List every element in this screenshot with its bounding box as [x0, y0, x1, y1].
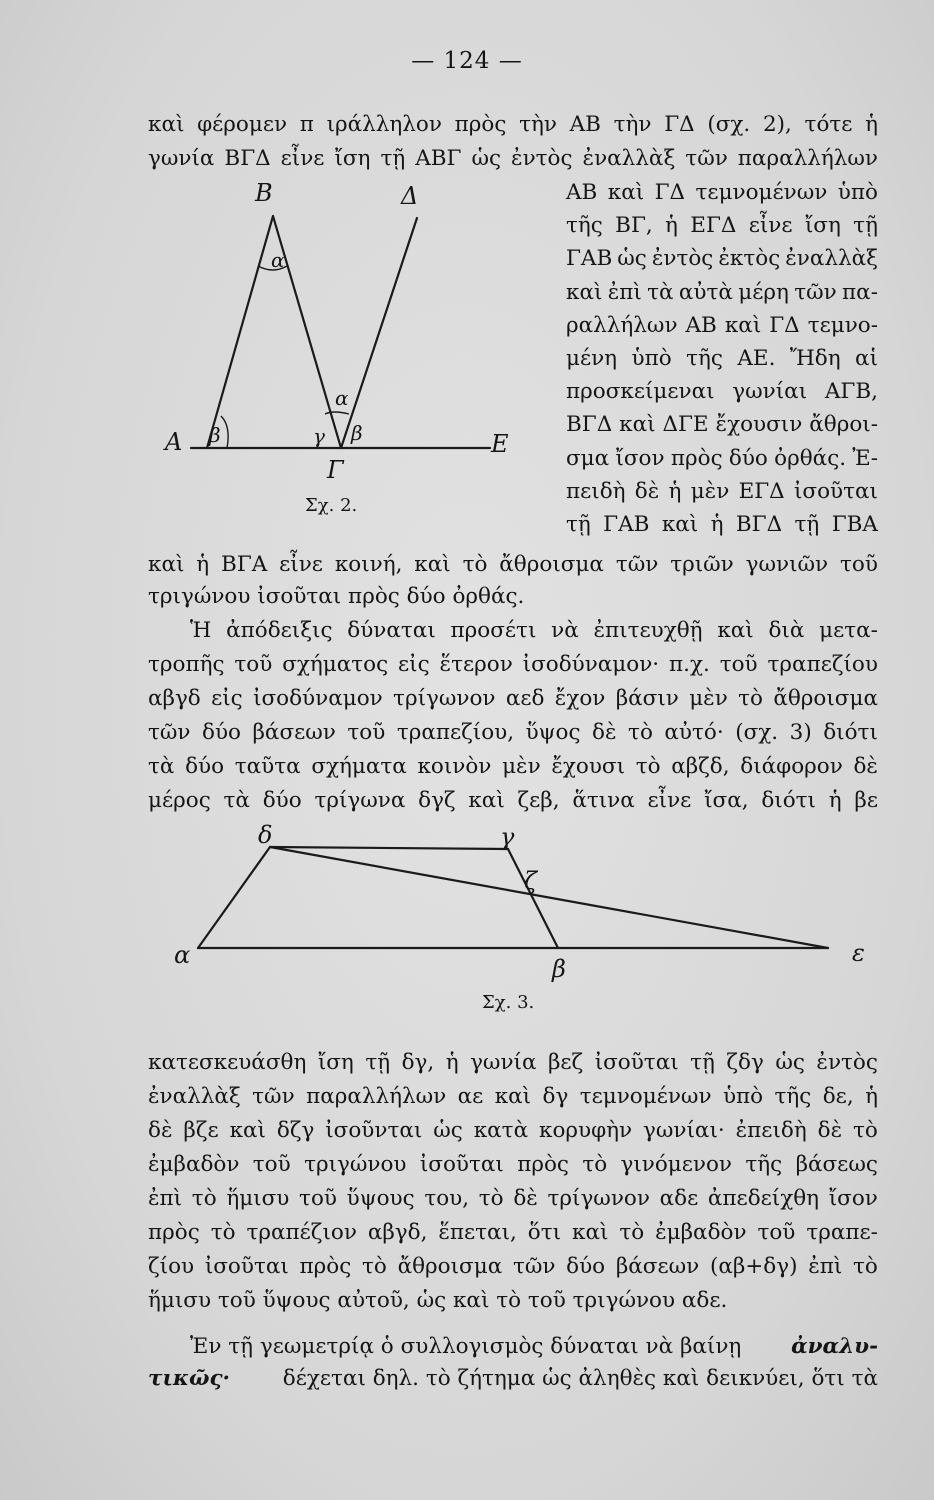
para3-line: κατεσκευάσθη ἴση τῇ δγ, ἡ γωνία βεζ ἰσοῦται τῇ ζδγ ὡς ἐντὸς — [148, 1050, 878, 1075]
para2-line: αβγδ εἰς ἰσοδύναμον τρίγωνον αεδ ἔχον βάσιν μὲν τὸ ἄθροισμα — [148, 686, 878, 711]
figure-2 — [165, 178, 545, 528]
lines-right-line: ραλλήλων ΑΒ καὶ ΓΔ τεμνο- — [566, 312, 878, 338]
label-gamma: γ — [500, 823, 515, 851]
para2-line: τροπῆς τοῦ σχήματος εἰς ἕτερον ἰσοδύναμον· π.χ. τοῦ τραπεζίου — [148, 652, 878, 677]
label-D: Δ — [401, 182, 419, 210]
para3-line: ἐπὶ τὸ ἥμισυ τοῦ ὕψους του, τὸ δὲ τρίγωνον αδε ἀπεδείχθη ἴσον — [148, 1186, 878, 1211]
lines-right-line: ΓΑΒ ὡς ἐντὸς ἐκτὸς ἐναλλὰξ — [566, 246, 878, 272]
label-E: Ε — [491, 430, 509, 458]
para4-bold-analytikos-1: ἀναλυ- — [791, 1334, 878, 1359]
figure-3-caption: Σχ. 3. — [482, 992, 535, 1013]
lines-right-line: καὶ ἐπὶ τὰ αὐτὰ μέρη τῶν πα- — [566, 279, 878, 305]
label-alpha: α — [174, 941, 191, 969]
para2-line: μέρος τὰ δύο τρίγωνα δγζ καὶ ζεβ, ἅτινα εἶνε ἴσα, διότι ἡ βε — [148, 788, 878, 813]
para4-last-text: δέχεται δηλ. τὸ ζήτημα ὡς ἀληθὲς καὶ δεικνύει, ὅτι τὰ — [282, 1366, 878, 1391]
para4-line-2 — [148, 1364, 878, 1394]
para2-line: τὰ δύο ταῦτα σχήματα κοινὸν μὲν ἔχουσι τὸ αβζδ, διάφορον δὲ — [148, 754, 878, 779]
para3-line: πρὸς τὸ τραπέζιον αβγδ, ἕπεται, ὅτι καὶ τὸ ἐμβαδὸν τοῦ τραπε- — [148, 1220, 878, 1245]
lines-right-line: μένη ὑπὸ τῆς ΑΕ. Ἤδη αἱ — [566, 346, 878, 371]
label-delta: δ — [258, 821, 273, 849]
lines-top-line: γωνία ΒΓΔ εἶνε ἴση τῇ ΑΒΓ ὡς ἐντὸς ἐναλλὰξ τῶν παραλλήλων — [148, 146, 878, 171]
label-epsilon: ε — [852, 939, 865, 967]
figure-3-drawing — [160, 821, 900, 1015]
para2-line: τῶν δύο βάσεων τοῦ τραπεζίου, ὕψος δὲ τὸ αὐτό· (σχ. 3) διότι — [148, 720, 878, 745]
label-g: γ — [313, 424, 325, 448]
line-GD — [341, 218, 417, 448]
lines-right-line: ΒΓΔ καὶ ΔΓΕ ἔχουσιν ἄθροι- — [566, 412, 878, 438]
label-b-left: β — [209, 423, 221, 447]
label-B: Β — [255, 179, 273, 207]
figure-2-drawing — [165, 178, 545, 528]
para3-line: ἐμβαδὸν τοῦ τριγώνου ἰσοῦται πρὸς τὸ γινόμενον τῆς βάσεως — [148, 1152, 878, 1177]
para3-line: ζίου ἰσοῦται πρὸς τὸ ἄθροισμα τῶν δύο βάσεων (αβ+δγ) ἐπὶ τὸ — [148, 1254, 878, 1279]
label-a-mid: α — [335, 386, 349, 410]
figure-2-caption: Σχ. 2. — [305, 495, 358, 516]
lines-mid-line: τριγώνου ἰσοῦται πρὸς δύο ὀρθάς. — [148, 584, 525, 609]
lines-right-line: τῆς ΒΓ, ἡ ΕΓΔ εἶνε ἴση τῇ — [566, 213, 878, 239]
para4-first-text: Ἐν τῇ γεωμετρίᾳ ὁ συλλογισμὸς δύναται νὰ βαίνῃ — [190, 1334, 742, 1359]
arc-a-mid — [325, 412, 349, 414]
lines-mid-line: καὶ ἡ ΒΓΑ εἶνε κοινή, καὶ τὸ ἄθροισμα τῶν τριῶν γωνιῶν τοῦ — [148, 552, 878, 577]
para4-line-1 — [190, 1332, 878, 1362]
lines-right-line: σμα ἴσον πρὸς δύο ὀρθάς. Ἐ- — [566, 445, 878, 471]
para3-line: δὲ βζε καὶ δζγ ἰσοῦνται ὡς κατὰ κορυφὴν γωνίαι· ἐπειδὴ δὲ τὸ — [148, 1118, 878, 1143]
side-delta-gamma — [270, 847, 508, 849]
label-beta: β — [552, 955, 566, 983]
para3-line: ἥμισυ τοῦ ὕψους αὐτοῦ, ὡς καὶ τὸ τοῦ τριγώνου αδε. — [148, 1288, 728, 1313]
label-a-top: α — [271, 248, 285, 272]
diagonal-delta-epsilon — [270, 847, 828, 948]
side-alpha-delta — [198, 847, 270, 948]
para3-line: ἐναλλὰξ τῶν παραλλήλων αε καὶ δγ τεμνομένων ὑπὸ τῆς δε, ἡ — [148, 1084, 878, 1109]
page-number: — 124 — — [411, 48, 523, 74]
label-b-right: β — [351, 421, 363, 445]
figure-3 — [160, 821, 900, 1015]
lines-top-line: καὶ φέρομεν π ιράλληλον πρὸς τὴν ΑΒ τὴν ΓΔ (σχ. 2), τότε ἡ — [148, 112, 878, 137]
label-A: Α — [165, 428, 183, 456]
label-G: Γ — [327, 456, 344, 484]
lines-right-line: τῇ ΓΑΒ καὶ ἡ ΒΓΔ τῇ ΓΒΑ — [566, 512, 878, 537]
lines-right-line: ΑΒ καὶ ΓΔ τεμνομένων ὑπὸ — [566, 180, 878, 205]
label-zeta: ζ — [524, 867, 538, 895]
para4-bold-analytikos-2: τικῶς· — [148, 1366, 231, 1391]
line-AB — [207, 216, 273, 448]
lines-right-line: πειδὴ δὲ ἡ μὲν ΕΓΔ ἰσοῦται — [566, 478, 878, 504]
lines-right-line: προσκείμεναι γωνίαι ΑΓΒ, — [566, 379, 878, 405]
para2-line-first: Ἡ ἀπόδειξις δύναται προσέτι νὰ ἐπιτευχθῇ καὶ διὰ μετα- — [190, 618, 878, 643]
arc-b-left — [221, 416, 228, 448]
